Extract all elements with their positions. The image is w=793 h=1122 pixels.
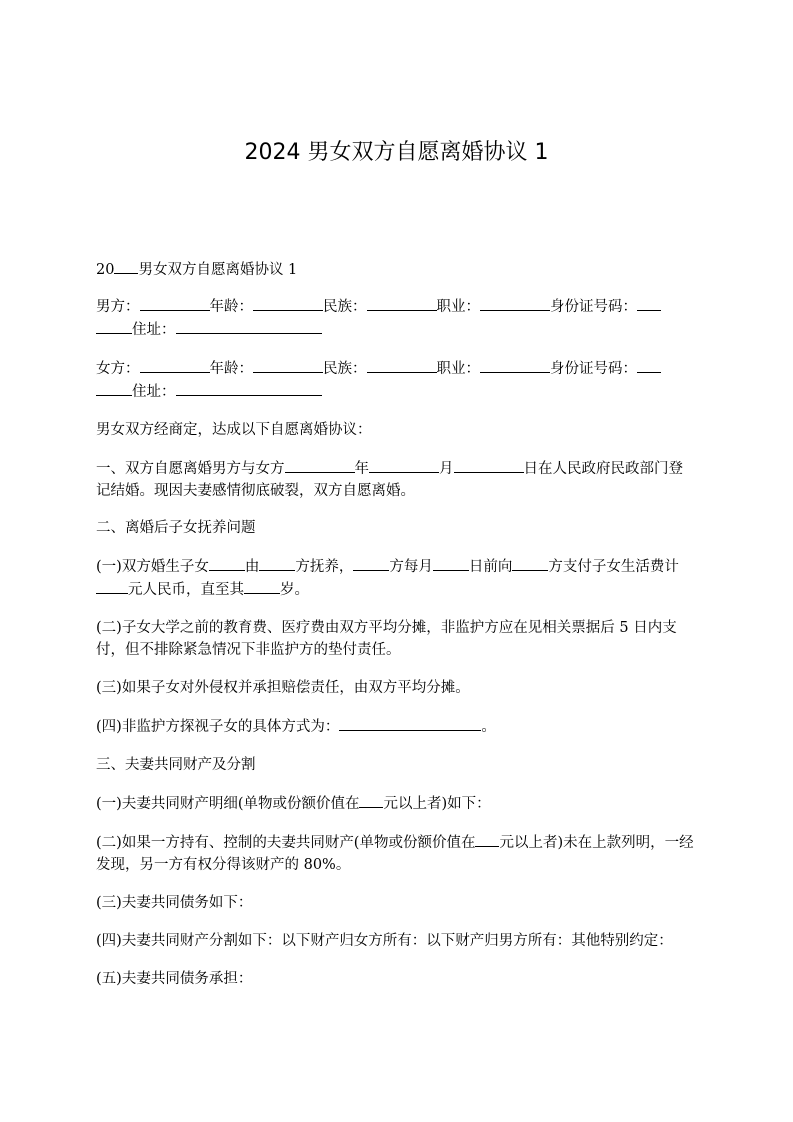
section3-clause3: (三)夫妻共同债务如下： [96, 895, 253, 911]
blank-field [176, 380, 322, 396]
blank-field [480, 295, 550, 311]
blank-field [140, 295, 210, 311]
day-text: 日在人民政府民政部门登记结婚。现因夫妻感情彻底破裂，双方自愿离婚。 [96, 461, 683, 499]
blank-field [285, 457, 355, 473]
clause-text: (四)非监护方探视子女的具体方式为： [96, 719, 340, 735]
subtitle-line [96, 258, 696, 281]
clause-text: 由 [244, 559, 260, 575]
clause-text: (一)夫妻共同财产明细(单物或份额价值在 [96, 796, 360, 812]
month-label: 月 [439, 461, 454, 477]
section3-clause2 [96, 831, 696, 876]
section2-clause3: (三)如果子女对外侵权并承担赔偿责任，由双方平均分摊。 [96, 680, 470, 696]
blank-field [369, 457, 439, 473]
intro-paragraph: 男女双方经商定，达成以下自愿离婚协议： [96, 422, 372, 438]
blank-field [140, 357, 210, 373]
clause-text: 方抚养， [295, 559, 354, 575]
document-title: 2024 男女双方自愿离婚协议 1 [244, 140, 549, 165]
id-label: 身份证号码： [550, 361, 637, 377]
ethnicity-label: 民族： [323, 299, 367, 315]
blank-field [96, 578, 128, 594]
job-label: 职业： [436, 361, 480, 377]
blank-field [259, 555, 295, 571]
blank-field [96, 380, 132, 396]
blank-field [253, 295, 323, 311]
ethnicity-label: 民族： [323, 361, 367, 377]
blank-field [209, 555, 245, 571]
blank-field [359, 792, 383, 808]
female-label: 女方： [96, 361, 140, 377]
blank-field [96, 318, 132, 334]
address-label: 住址： [132, 384, 176, 400]
blank-field [637, 357, 661, 373]
clause-text: (一)双方婚生子女 [96, 559, 209, 575]
year-label: 年 [354, 461, 369, 477]
blank-field [480, 357, 550, 373]
clause-text: 元以上者)未在上款列明，一经发现，另一方有权分得该财产的 80%。 [96, 835, 694, 873]
blank-field [367, 295, 437, 311]
blank-field [433, 555, 469, 571]
blank-field [454, 457, 524, 473]
age-label: 年龄： [209, 361, 253, 377]
blank-field [475, 831, 499, 847]
blank-field [176, 318, 322, 334]
blank-field [244, 578, 280, 594]
section2-clause2: (二)子女大学之前的教育费、医疗费由双方平均分摊，非监护方应在见相关票据后 5 日内支付，但不排除紧急情况下非监护方的垫付责任。 [96, 620, 677, 658]
age-label: 年龄： [209, 299, 253, 315]
section3-heading: 三、夫妻共同财产及分割 [96, 757, 256, 773]
female-info-line [96, 357, 696, 403]
male-info-line [96, 295, 696, 341]
clause-text: 元人民币，直至其 [128, 582, 244, 598]
section1-paragraph [96, 457, 696, 502]
section2-heading: 二、离婚后子女抚养问题 [96, 520, 256, 536]
blank-field [353, 555, 389, 571]
section3-clause1 [96, 792, 696, 815]
clause-text: 方每月 [389, 559, 433, 575]
blank-field [114, 258, 138, 274]
section3-clause5: (五)夫妻共同债务承担： [96, 971, 253, 987]
section1-text: 一、双方自愿离婚男方与女方 [96, 461, 285, 477]
blank-field [367, 357, 437, 373]
clause-text: 元以上者)如下： [383, 796, 491, 812]
blank-field [512, 555, 548, 571]
subtitle-suffix: 男女双方自愿离婚协议 1 [138, 262, 298, 278]
clause-text: 方支付子女生活费计 [548, 559, 679, 575]
male-label: 男方： [96, 299, 140, 315]
clause-text: 日前向 [468, 559, 513, 575]
blank-field [253, 357, 323, 373]
subtitle-prefix: 20 [96, 262, 115, 278]
section2-clause1 [96, 555, 696, 601]
section2-clause4 [96, 715, 696, 738]
id-label: 身份证号码： [550, 299, 637, 315]
clause-text: 。 [481, 719, 496, 735]
clause-text: (二)如果一方持有、控制的夫妻共同财产(单物或份额价值在 [96, 835, 476, 851]
address-label: 住址： [132, 322, 176, 338]
blank-field [637, 295, 661, 311]
section3-clause4: (四)夫妻共同财产分割如下：以下财产归女方所有：以下财产归男方所有：其他特别约定： [96, 933, 673, 949]
job-label: 职业： [436, 299, 480, 315]
document-body [96, 258, 696, 1006]
blank-field [339, 715, 481, 731]
clause-text: 岁。 [280, 582, 309, 598]
